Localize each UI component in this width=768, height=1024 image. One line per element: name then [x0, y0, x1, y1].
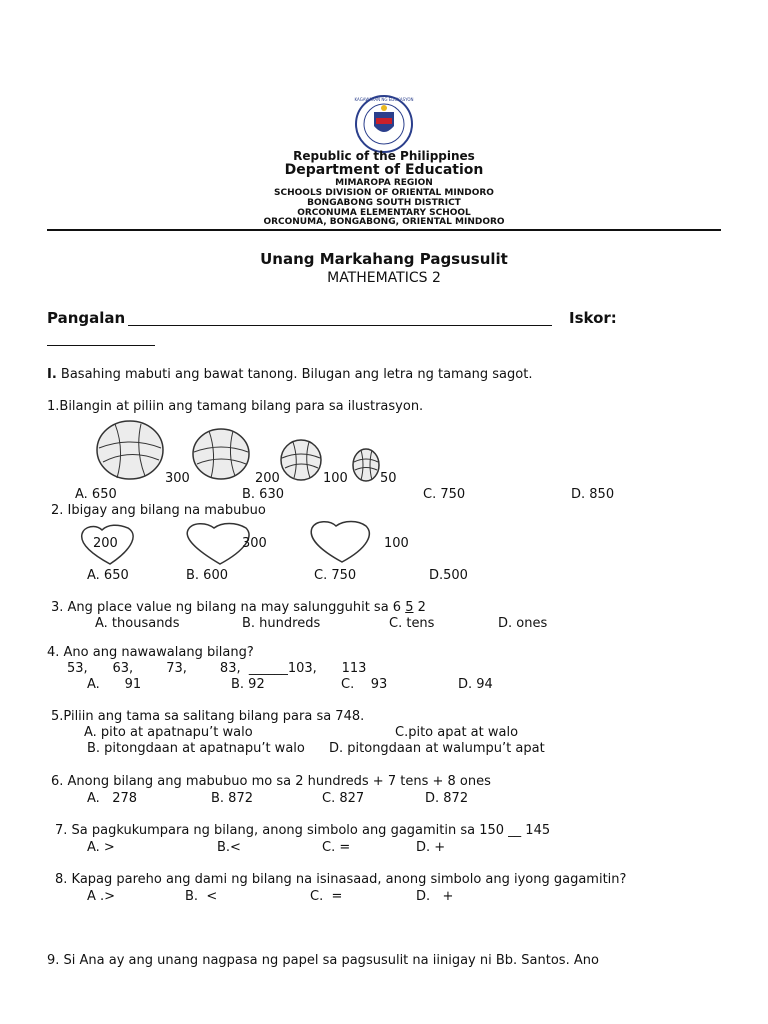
republic-line: Republic of the Philippines	[293, 149, 475, 163]
score-line[interactable]	[47, 345, 155, 346]
ball-small-icon	[281, 440, 321, 480]
division-line: SCHOOLS DIVISION OF ORIENTAL MINDORO	[274, 188, 494, 198]
instruction-text: Basahing mabuti ang bawat tanong. Bilugan ang letra ng tamang sagot.	[60, 367, 533, 382]
q3-text: 3. Ang place value ng bilang na may salungguhit sa 6 5 2	[51, 600, 426, 615]
q5-choice-a[interactable]: A. pito at apatnapu’t walo	[84, 725, 253, 740]
q6-text: 6. Anong bilang ang mabubuo mo sa 2 hundreds + 7 tens + 8 ones	[51, 774, 491, 789]
q8-choice-b[interactable]: B. <	[185, 889, 218, 904]
q7-choice-d[interactable]: D. +	[416, 840, 446, 855]
q4-choice-c[interactable]: C. 93	[341, 677, 388, 692]
q7-choice-a[interactable]: A. >	[87, 840, 115, 855]
q1-choice-c[interactable]: C. 750	[423, 487, 466, 502]
q3-underlined-digit: 5	[405, 600, 414, 615]
instruction-number: I.	[47, 367, 57, 382]
school-line: ORCONUMA ELEMENTARY SCHOOL	[297, 208, 471, 218]
q7-choice-b[interactable]: B.<	[217, 840, 241, 855]
q8-text: 8. Kapag pareho ang dami ng bilang na isinasaad, anong simbolo ang iyong gagamitin?	[55, 872, 627, 887]
q2-choice-a[interactable]: A. 650	[87, 568, 129, 583]
q3-choice-c[interactable]: C. tens	[389, 616, 435, 631]
q4-text: 4. Ano ang nawawalang bilang?	[47, 645, 254, 660]
q5-text: 5.Piliin ang tama sa salitang bilang para sa 748.	[51, 709, 365, 724]
q4-choice-d[interactable]: D. 94	[458, 677, 493, 692]
q2-text: 2. Ibigay ang bilang na mabubuo	[51, 503, 266, 518]
q3-choice-a[interactable]: A. thousands	[95, 616, 180, 631]
name-label: Pangalan	[47, 309, 126, 327]
q8-choice-a[interactable]: A .>	[87, 889, 116, 904]
ball-large-icon	[97, 421, 163, 479]
instruction	[47, 367, 532, 382]
q2-choice-b[interactable]: B. 600	[186, 568, 228, 583]
subject-title: MATHEMATICS 2	[327, 270, 441, 286]
q4-sequence: 53, 63, 73, 83, ______103, 113	[67, 661, 367, 676]
exam-title: Unang Markahang Pagsusulit	[260, 250, 508, 268]
q7-text: 7. Sa pagkukumpara ng bilang, anong simbolo ang gagamitin sa 150 __ 145	[55, 823, 551, 838]
q2-hearts-illustration	[78, 520, 378, 570]
q1-choice-b[interactable]: B. 630	[242, 487, 284, 502]
department-line: Department of Education	[284, 162, 484, 178]
q1-ball-label-3: 100	[323, 471, 348, 486]
q1-choice-a[interactable]: A. 650	[75, 487, 117, 502]
q5-choice-d[interactable]: D. pitongdaan at walumpu’t apat	[329, 741, 545, 756]
ball-tiny-icon	[353, 449, 379, 481]
deped-seal	[354, 94, 414, 154]
heart-icon	[311, 522, 369, 563]
q8-choice-c[interactable]: C. =	[310, 889, 343, 904]
q7-choice-c[interactable]: C. =	[322, 840, 351, 855]
q1-ball-label-4: 50	[380, 471, 397, 486]
q6-choice-c[interactable]: C. 827	[322, 791, 365, 806]
heart-icon	[187, 524, 249, 565]
q4-choice-a[interactable]: A. 91	[87, 677, 142, 692]
q1-ball-label-1: 300	[165, 471, 190, 486]
region-line: MIMAROPA REGION	[335, 178, 433, 188]
q6-choice-d[interactable]: D. 872	[425, 791, 469, 806]
district-line: BONGABONG SOUTH DISTRICT	[307, 198, 461, 208]
q5-choice-c[interactable]: C.pito apat at walo	[395, 725, 519, 740]
q8-choice-d[interactable]: D. +	[416, 889, 454, 904]
q2-heart-label-1: 200	[93, 536, 118, 551]
q4-choice-b[interactable]: B. 92	[231, 677, 265, 692]
q2-choice-d[interactable]: D.500	[429, 568, 468, 583]
score-label: Iskor:	[569, 309, 617, 327]
q2-heart-label-2: 300	[242, 536, 267, 551]
q2-choice-c[interactable]: C. 750	[314, 568, 357, 583]
q9-text: 9. Si Ana ay ang unang nagpasa ng papel sa pagsusulit na iinigay ni Bb. Santos. Ano	[47, 953, 599, 968]
name-line[interactable]	[128, 325, 552, 326]
q6-choice-b[interactable]: B. 872	[211, 791, 253, 806]
ball-medium-icon	[193, 429, 249, 479]
q6-choice-a[interactable]: A. 278	[87, 791, 138, 806]
q3-choice-d[interactable]: D. ones	[498, 616, 548, 631]
q1-text: 1.Bilangin at piliin ang tamang bilang para sa ilustrasyon.	[47, 399, 424, 414]
address-line: ORCONUMA, BONGABONG, ORIENTAL MINDORO	[263, 217, 505, 227]
q3-choice-b[interactable]: B. hundreds	[242, 616, 321, 631]
q5-choice-b[interactable]: B. pitongdaan at apatnapu’t walo	[87, 741, 305, 756]
q1-ball-label-2: 200	[255, 471, 280, 486]
header-divider	[47, 229, 721, 231]
q2-heart-label-3: 100	[384, 536, 409, 551]
q1-choice-d[interactable]: D. 850	[571, 487, 615, 502]
seal-text: KAGAWARAN NG EDUKASYON	[354, 97, 414, 102]
